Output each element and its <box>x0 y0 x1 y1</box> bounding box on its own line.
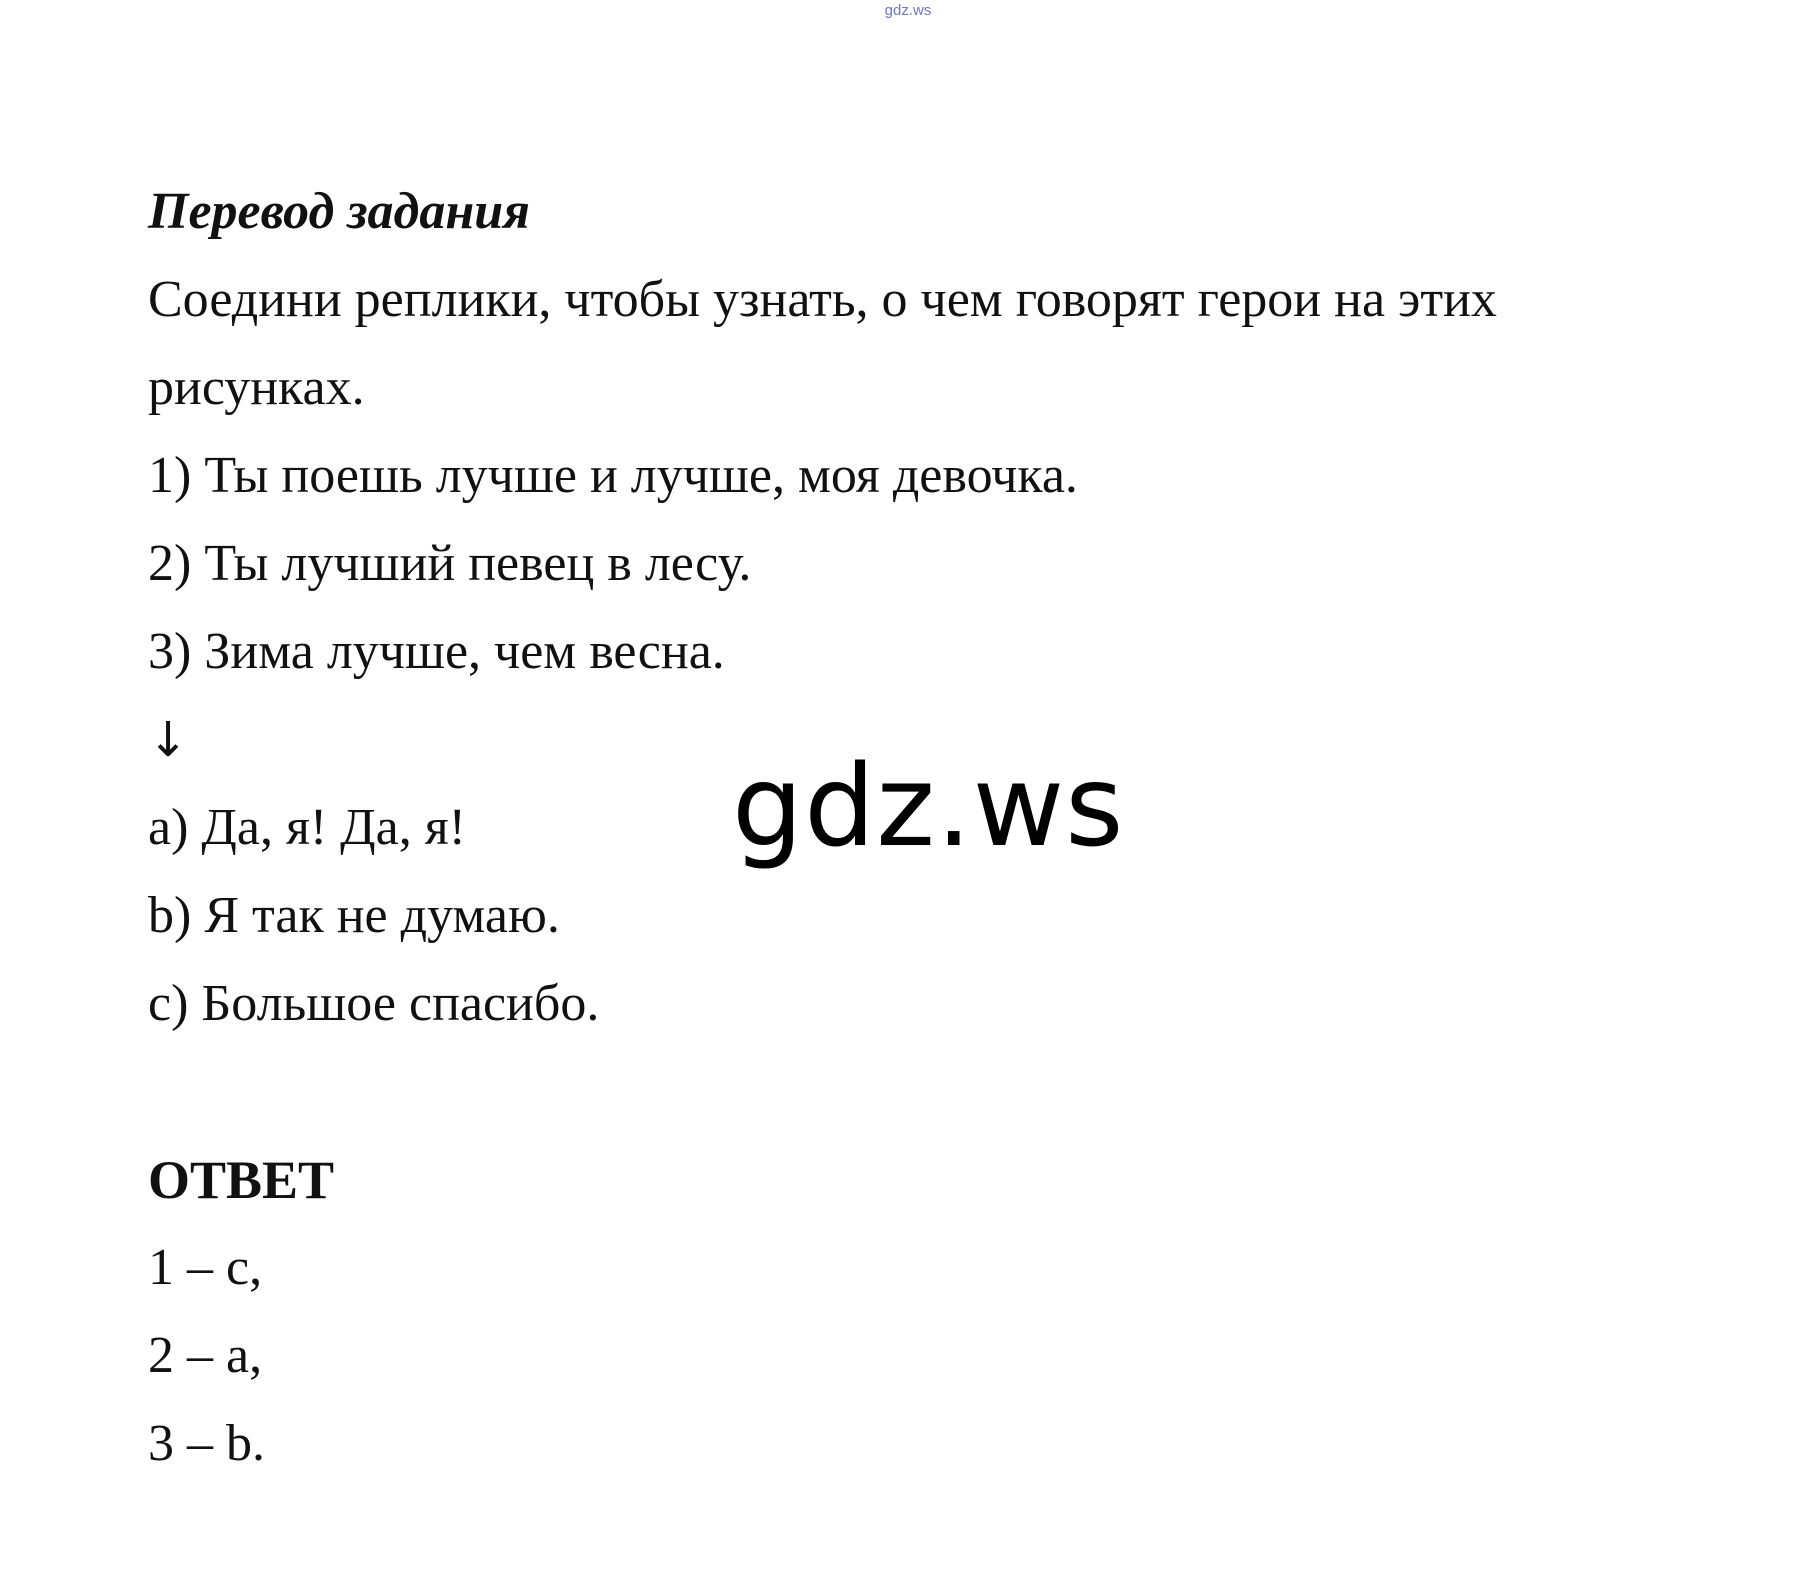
task-item: 1) Ты поешь лучше и лучше, моя девочка. <box>148 447 1078 504</box>
answer-heading: ОТВЕТ <box>148 1150 335 1210</box>
down-arrow-icon: ↓ <box>148 712 189 768</box>
task-heading: Перевод задания <box>148 183 530 240</box>
reply-item: b) Я так не думаю. <box>148 887 560 944</box>
instruction-line-2: рисунках. <box>148 359 365 416</box>
site-watermark: gdz.ws <box>732 742 1125 872</box>
instruction-line-1: Соедини реплики, чтобы узнать, о чем говорят герои на этих <box>148 271 1497 328</box>
section-spacer <box>148 1048 1728 1136</box>
answer-line: 2 – a, <box>148 1327 263 1384</box>
answer-line: 1 – c, <box>148 1239 263 1296</box>
top-watermark: gdz.ws <box>884 2 932 19</box>
reply-item: a) Да, я! Да, я! <box>148 799 466 856</box>
task-item: 2) Ты лучший певец в лесу. <box>148 535 752 592</box>
answer-line: 3 – b. <box>148 1415 265 1472</box>
reply-item: c) Большое спасибо. <box>148 975 600 1032</box>
task-item: 3) Зима лучше, чем весна. <box>148 623 725 680</box>
